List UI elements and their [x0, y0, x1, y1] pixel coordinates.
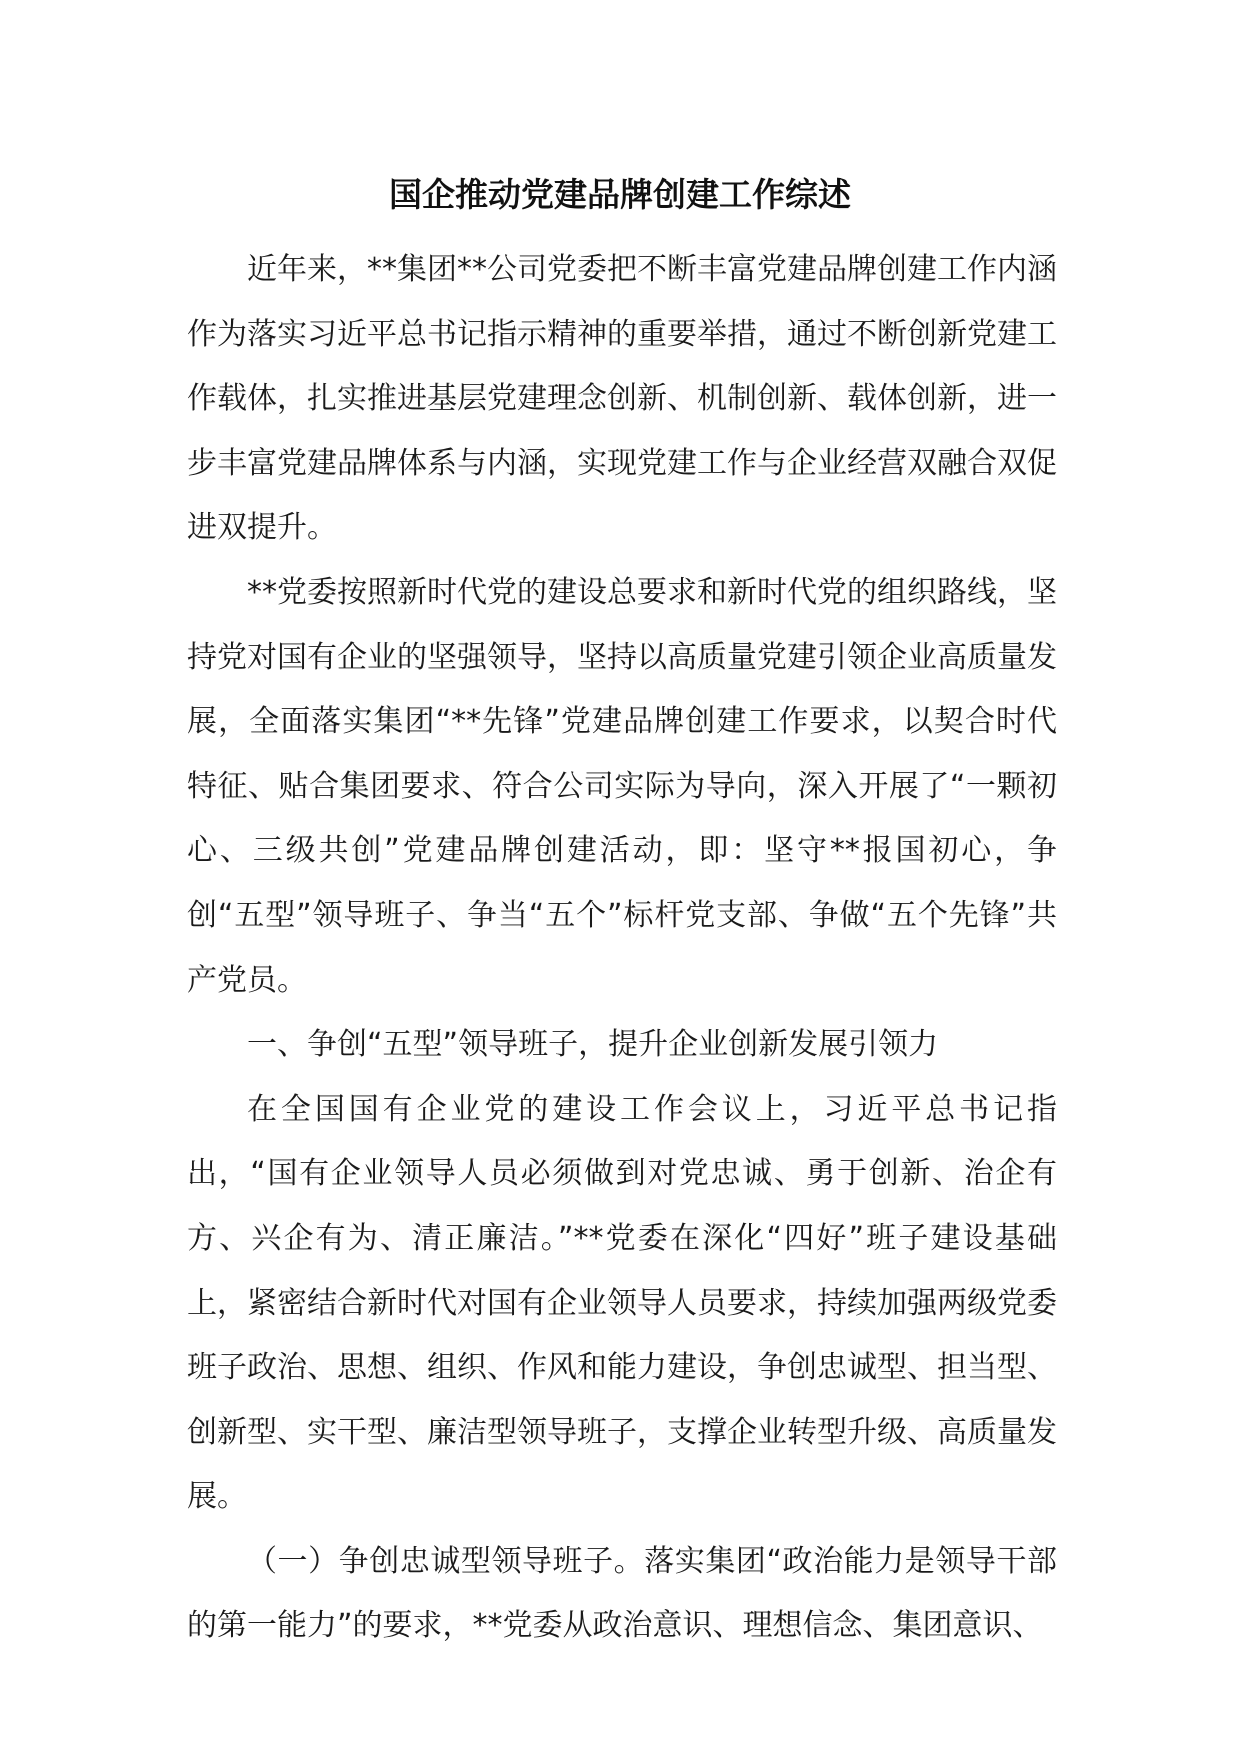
section-heading: 一、争创“五型”领导班子，提升企业创新发展引领力 — [247, 1027, 939, 1063]
document-title: 国企推动党建品牌创建工作综述 — [389, 175, 851, 214]
section-paragraph: 在全国国有企业党的建设工作会议上，习近平总书记指出，“国有企业领导人员必须做到对党忠诚、勇于创新、治企有方、兴企有为、清正廉洁。”**党委在深化“四好”班子建设基础上，紧密结合新时代对国有企业领导人员要求，持续加强两级党委班子政治、思想、组织、作风和能力建设，争创忠诚型、担当型、创新型、实干型、廉洁型领导班子，支撑企业转型升级、高质量发展。 — [187, 1091, 1057, 1515]
document-body — [187, 238, 1057, 1659]
subsection-paragraph: （一）争创忠诚型领导班子。落实集团“政治能力是领导干部的第一能力”的要求，**党委从政治意识、理想信念、集团意识、 — [187, 1543, 1057, 1644]
intro-paragraph: 近年来，**集团**公司党委把不断丰富党建品牌创建工作内涵作为落实习近平总书记指示精神的重要举措，通过不断创新党建工作载体，扎实推进基层党建理念创新、机制创新、载体创新，进一步丰富党建品牌体系与内涵，实现党建工作与企业经营双融合双促进双提升。 — [187, 252, 1057, 546]
overview-paragraph: **党委按照新时代党的建设总要求和新时代党的组织路线，坚持党对国有企业的坚强领导，坚持以高质量党建引领企业高质量发展，全面落实集团“**先锋”党建品牌创建工作要求，以契合时代特征、贴合集团要求、符合公司实际为导向，深入开展了“一颗初心、三级共创”党建品牌创建活动，即：坚守**报国初心，争创“五型”领导班子、争当“五个”标杆党支部、争做“五个先锋”共产党员。 — [187, 574, 1057, 998]
